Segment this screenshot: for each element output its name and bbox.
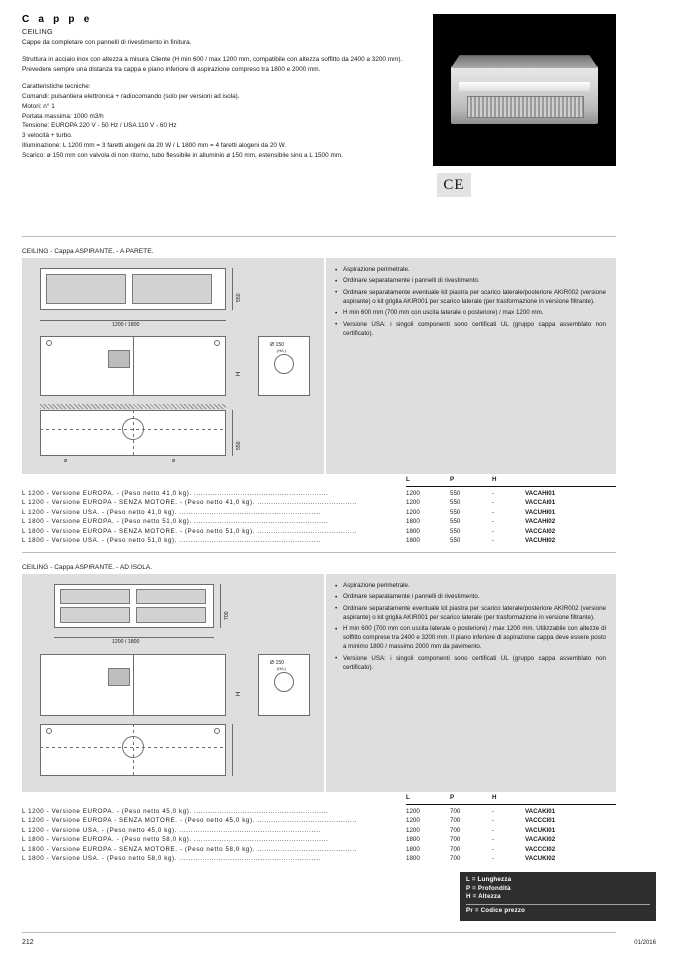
note-item: • Ordinare separatamente eventuale kit piastra per scarico laterale/posteriore AKIR002 (versione aspirante) o kit griglia AKIR001 per scarico laterale (per trasformazione in versione filtrante). xyxy=(335,289,606,307)
table-header-rule xyxy=(406,486,616,487)
note-item: • Ordinare separatamente eventuale kit piastra per scarico laterale/posteriore AKIR002 (versione aspirante) o kit griglia AKIR001 per scarico laterale (per trasformazione in versione filtrante). xyxy=(335,605,606,623)
edition-date: 01/2016 xyxy=(634,940,656,946)
duct-sublabel: (H/L) xyxy=(277,348,286,353)
tech-line-5: Illuminazione: L 1200 mm = 3 faretti alogeni da 20 W / L 1800 mm = 4 faretti alogeni da 20 W. xyxy=(22,142,287,150)
column-header-l: L xyxy=(406,476,410,483)
row-code: VACAKI01 xyxy=(525,808,556,815)
hood-body xyxy=(451,66,598,124)
row-desc: L 1800 - Versione EUROPA. - (Peso netto 58,0 kg). .......................................................... xyxy=(22,836,329,844)
row-code: VACUHI01 xyxy=(525,508,556,516)
row-desc: L 1200 - Versione USA. - (Peso netto 45,0 kg). ............................................................. xyxy=(22,826,321,834)
row-l: 1200 xyxy=(406,508,420,516)
row-p: 550 xyxy=(450,508,461,516)
row-h: - xyxy=(492,508,495,516)
column-header-h: H xyxy=(492,794,497,801)
tech-line-3: Tensione: EUROPA 220 V - 50 Hz / USA 110 V - 60 Hz xyxy=(22,122,177,130)
row-h: - xyxy=(492,490,495,497)
ce-mark-icon: CE xyxy=(437,173,471,197)
note-item: • Ordinare separatamente i pannelli di rivestimento. xyxy=(335,593,606,602)
row-desc: L 1800 - Versione USA. - (Peso netto 51,0 kg). ............................................................. xyxy=(22,536,321,544)
table-row xyxy=(22,855,616,864)
plan-dim-label: 550 xyxy=(236,441,242,450)
dim-line-depth xyxy=(220,584,221,628)
tech-line-0: Comandi: pulsantiera elettronica + radiocomando (solo per versioni ad isola). xyxy=(22,92,240,100)
row-l: 1800 xyxy=(406,845,420,853)
row-desc: L 1200 - Versione EUROPA. - (Peso netto 45,0 kg). .......................................................... xyxy=(22,808,329,815)
row-code: VACUKI02 xyxy=(525,854,556,862)
row-desc: L 1200 - Versione USA. - (Peso netto 41,0 kg). ............................................................. xyxy=(22,508,321,516)
column-header-p: P xyxy=(450,476,455,483)
front-panel-top-left xyxy=(60,589,130,604)
anchor-point-icon xyxy=(214,728,220,734)
note-item: • Versione USA: i singoli componenti sono certificati UL (gruppo cappa assemblato non certificato). xyxy=(335,655,606,673)
note-item: • Aspirazione perimetrale. xyxy=(335,582,606,591)
row-l: 1200 xyxy=(406,817,420,825)
tech-line-6: Scarico: ø 150 mm con valvola di non ritorno, tubo flessibile in alluminio ø 150 mm, estensibile sino a L 1500 mm. xyxy=(22,152,343,160)
divider-middle xyxy=(22,552,616,553)
page-number: 212 xyxy=(22,939,34,946)
row-p: 700 xyxy=(450,808,461,815)
row-l: 1200 xyxy=(406,826,420,834)
row-h: - xyxy=(492,836,495,844)
note-item: • Ordinare separatamente i pannelli di rivestimento. xyxy=(335,277,606,286)
front-panel-top-right xyxy=(136,589,206,604)
table-row xyxy=(22,490,616,499)
plan-axis-v xyxy=(133,410,134,456)
row-p: 550 xyxy=(450,490,461,497)
motor-block xyxy=(108,350,130,368)
table-header-rule xyxy=(406,804,616,805)
row-code: VACAHI02 xyxy=(525,518,556,526)
duct-circle xyxy=(274,672,294,692)
row-code: VACCAI01 xyxy=(525,499,556,507)
section-center-line xyxy=(133,336,134,396)
row-l: 1800 xyxy=(406,836,420,844)
dim-height-label: 550 xyxy=(236,293,242,302)
row-l: 1800 xyxy=(406,536,420,544)
tagline: Cappe da completare con pannelli di rivestimento in finitura. xyxy=(22,39,192,46)
row-h: - xyxy=(492,845,495,853)
section1-table xyxy=(22,476,616,546)
plan-dim-line xyxy=(232,724,233,776)
table-header-row xyxy=(22,794,616,804)
duct-circle xyxy=(274,354,294,374)
note-item: • Versione USA: i singoli componenti sono certificati UL (gruppo cappa assemblato non certificato). xyxy=(335,321,606,339)
page-header xyxy=(22,14,422,161)
legend-line-h: H = Altezza xyxy=(466,893,501,901)
motor-block xyxy=(108,668,130,686)
duct-label: Ø 150 xyxy=(270,660,285,666)
row-desc: L 1800 - Versione USA. - (Peso netto 58,0 kg). ............................................................. xyxy=(22,854,321,862)
row-h: - xyxy=(492,518,495,526)
row-h: - xyxy=(492,854,495,862)
row-h: - xyxy=(492,808,495,815)
column-header-p: P xyxy=(450,794,455,801)
table-row xyxy=(22,537,616,546)
intro-text xyxy=(22,38,422,161)
dim-width-label: 1200 / 1800 xyxy=(112,639,140,645)
row-p: 550 xyxy=(450,518,461,526)
section2-notes xyxy=(326,574,616,792)
plan-axis-v xyxy=(133,724,134,776)
section2-table xyxy=(22,794,616,864)
row-h: - xyxy=(492,527,495,535)
hood-light-glow xyxy=(459,82,590,91)
row-h: - xyxy=(492,817,495,825)
table-row xyxy=(22,817,616,826)
front-panel-bottom-right xyxy=(136,607,206,623)
tech-line-1: Motori: n° 1 xyxy=(22,102,55,110)
legend-line-p: P = Profondità xyxy=(466,884,511,892)
table-row xyxy=(22,846,616,855)
section1-notes xyxy=(326,258,616,474)
dim-line-width xyxy=(40,320,226,321)
row-code: VACAKI02 xyxy=(525,836,556,844)
brand-title: C a p p e xyxy=(22,14,93,25)
tech-line-2: Portata massima: 1000 m3/h xyxy=(22,112,104,120)
row-p: 700 xyxy=(450,845,461,853)
row-l: 1800 xyxy=(406,518,420,526)
table-row xyxy=(22,509,616,518)
legend-line-l: L = Lunghezza xyxy=(466,875,512,883)
product-family: CEILING xyxy=(22,27,53,36)
note-item: • H min 600 (700 mm con uscita laterale o posteriore) / max 1200 mm. Utilizzabile con altezze di soffitto comprese tra 2400 e 3200 mm. Il piano inferiore di aspirazione cappa deve essere posto a minimo 1800 / massimo 2000 mm da pavimento. xyxy=(335,625,606,652)
dim-width-label: 1200 / 1800 xyxy=(112,322,140,328)
plan-tick-left: ø xyxy=(64,458,68,464)
front-panel-right xyxy=(132,274,212,304)
row-p: 700 xyxy=(450,817,461,825)
ceiling-hatch xyxy=(40,404,226,409)
row-desc: L 1800 - Versione EUROPA. - (Peso netto 51,0 kg). .......................................................... xyxy=(22,518,329,526)
row-desc: L 1800 - Versione EUROPA - SENZA MOTORE. - (Peso netto 51,0 kg). ........................................... xyxy=(22,527,357,535)
row-desc: L 1800 - Versione EUROPA - SENZA MOTORE. - (Peso netto 58,0 kg). ........................................... xyxy=(22,845,357,853)
row-p: 700 xyxy=(450,854,461,862)
plan-tick-right: ø xyxy=(172,458,176,464)
product-photo xyxy=(433,14,616,166)
section2-drawing xyxy=(22,574,324,792)
front-panel-bottom-left xyxy=(60,607,130,623)
note-item: • Aspirazione perimetrale. xyxy=(335,266,606,275)
dim-line-width xyxy=(54,637,214,638)
row-desc: L 1200 - Versione EUROPA. - (Peso netto 41,0 kg). .......................................................... xyxy=(22,490,329,497)
duct-sublabel: (H/L) xyxy=(277,666,286,671)
row-p: 550 xyxy=(450,499,461,507)
plan-dim-line xyxy=(232,410,233,456)
row-h: - xyxy=(492,826,495,834)
section1-drawing xyxy=(22,258,324,474)
row-h: - xyxy=(492,536,495,544)
duct-label: Ø 150 xyxy=(270,342,285,348)
dim-h-label: H xyxy=(236,691,242,696)
section2-title: CEILING - Cappa ASPIRANTE. - AD ISOLA. xyxy=(22,564,153,571)
anchor-point-icon xyxy=(46,340,52,346)
legend-box xyxy=(460,872,656,921)
row-l: 1200 xyxy=(406,808,420,815)
legend-line-pr: Pr = Codice prezzo xyxy=(466,907,526,915)
row-code: VACAHI01 xyxy=(525,490,556,497)
dim-line-height xyxy=(232,268,233,310)
row-p: 700 xyxy=(450,826,461,834)
row-p: 700 xyxy=(450,836,461,844)
column-header-l: L xyxy=(406,794,410,801)
row-p: 550 xyxy=(450,536,461,544)
row-desc: L 1200 - Versione EUROPA - SENZA MOTORE. - (Peso netto 41,0 kg). ........................................... xyxy=(22,499,357,507)
row-code: VACCCI02 xyxy=(525,845,556,853)
row-code: VACUKI01 xyxy=(525,826,556,834)
hood-filter-grid xyxy=(467,96,584,118)
front-panel-left xyxy=(46,274,126,304)
divider-top xyxy=(22,236,616,237)
table-row xyxy=(22,499,616,508)
legend-divider xyxy=(466,904,650,905)
dim-depth-label: 700 xyxy=(224,611,230,620)
column-header-h: H xyxy=(492,476,497,483)
row-p: 550 xyxy=(450,527,461,535)
row-l: 1800 xyxy=(406,854,420,862)
divider-footer xyxy=(22,932,616,933)
row-h: - xyxy=(492,499,495,507)
table-row xyxy=(22,827,616,836)
table-row xyxy=(22,808,616,817)
row-l: 1800 xyxy=(406,527,420,535)
table-row xyxy=(22,836,616,845)
section1-title: CEILING - Cappa ASPIRANTE. - A PARETE. xyxy=(22,248,154,255)
table-header-row xyxy=(22,476,616,486)
row-code: VACCAI02 xyxy=(525,527,556,535)
section-center-line xyxy=(133,654,134,716)
intro-paragraph: Struttura in acciaio inox con altezza a misura Cliente (H min 600 / max 1200 mm, compatibile con altezza soffitto da 2400 a 3200 mm). Prevedere sempre una distanza tra cappa e piano inferiore di aspirazione compreso tra 1800 e 2000 mm. xyxy=(22,55,403,73)
anchor-point-icon xyxy=(46,728,52,734)
table-row xyxy=(22,528,616,537)
anchor-point-icon xyxy=(214,340,220,346)
table-row xyxy=(22,518,616,527)
dim-h-label: H xyxy=(236,371,242,376)
row-desc: L 1200 - Versione EUROPA - SENZA MOTORE. - (Peso netto 45,0 kg). ........................................... xyxy=(22,817,357,825)
row-l: 1200 xyxy=(406,490,420,497)
row-l: 1200 xyxy=(406,499,420,507)
tech-title: Caratteristiche tecniche: xyxy=(22,82,91,90)
row-code: VACUHI02 xyxy=(525,536,556,544)
tech-line-4: 3 velocità + turbo. xyxy=(22,132,73,140)
row-code: VACCCI01 xyxy=(525,817,556,825)
note-item: • H min 600 mm (700 mm con uscita laterale o posteriore) / max 1200 mm. xyxy=(335,309,606,318)
